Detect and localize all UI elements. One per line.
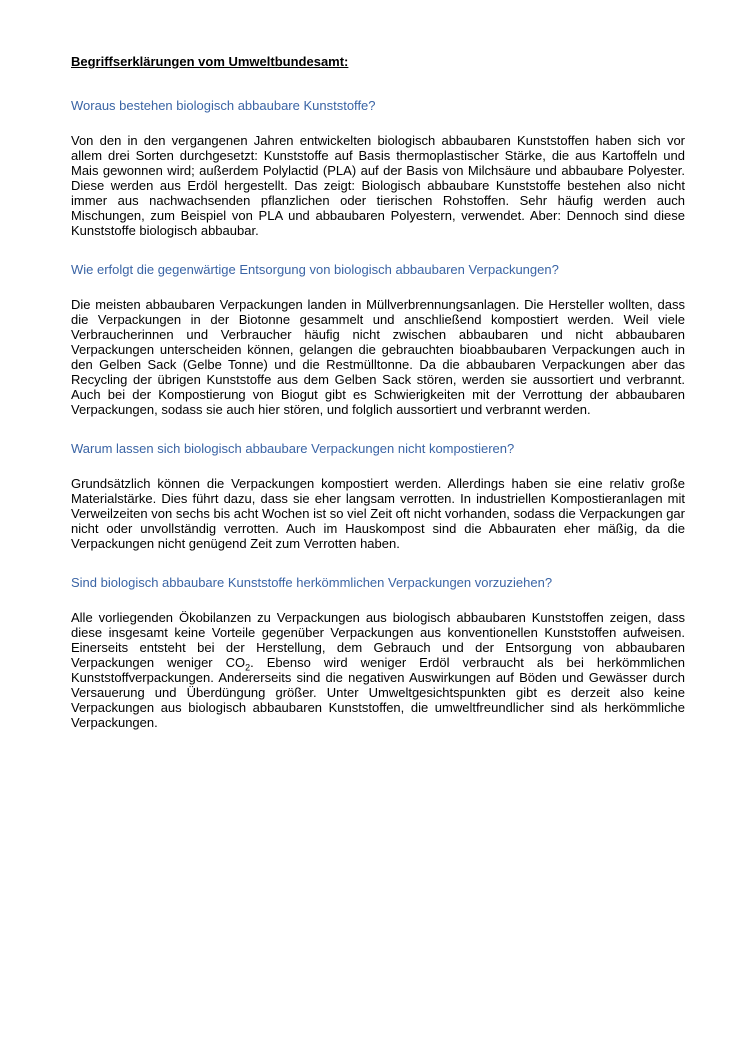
co2-subscript: 2 (245, 662, 251, 673)
section-body: Grundsätzlich können die Verpackungen kompostiert werden. Allerdings haben sie eine relativ große Materialstärke. Dies führt dazu, dass sie eher langsam verrotten. In industriellen Kompostieranlagen mit Verweilzeiten von sechs bis acht Wochen ist so viel Zeit oft nicht vorhanden, sodass die Verpackungen gar nicht oder unvollständig verrotten. Auch im Hauskompost sind die Abbauraten eher mäßig, da die Verpackungen nicht genügend Zeit zum Verrotten haben. (71, 476, 685, 551)
section-materials (71, 98, 685, 238)
section-composting (71, 441, 685, 551)
document-title: Begriffserklärungen vom Umweltbundesamt: (71, 54, 349, 69)
section-body-part: . Ebenso wird weniger Erdöl verbraucht als bei herkömmlichen Kunststoffverpackungen. Andererseits sind die negativen Auswirkungen auf Böden und Gewässer durch Versauerung und Überdüngung größer. Unter Umweltgesichtspunkten gibt es derzeit also keine Verpackungen aus biologisch abbaubaren Kunststoffen, die umweltfreundlicher sind als herkömmliche Verpackungen. (71, 655, 685, 730)
section-body: Die meisten abbaubaren Verpackungen landen in Müllverbrennungsanlagen. Die Hersteller wollten, dass die Verpackungen in der Biotonne gesammelt und anschließend kompostiert werden. Weil viele Verbraucherinnen und Verbraucher häufig nicht zwischen abbaubaren und nicht abbaubaren Verpackungen unterscheiden können, gelangen die gebrauchten bioabbaubaren Verpackungen auch in den Gelben Sack (Gelbe Tonne) und die Restmülltonne. Da die abbaubaren Verpackungen aber das Recycling der übrigen Kunststoffe aus dem Gelben Sack stören, werden sie aussortiert und verbrannt. Auch bei der Kompostierung von Biogut gibt es Schwierigkeiten mit der Verrottung der abbaubaren Verpackungen, sodass sie auch hier stören, und folglich aussortiert und verbrannt werden. (71, 297, 685, 417)
section-heading: Sind biologisch abbaubare Kunststoffe herkömmlichen Verpackungen vorzuziehen? (71, 575, 553, 590)
section-heading: Woraus bestehen biologisch abbaubare Kunststoffe? (71, 98, 376, 113)
section-disposal (71, 262, 685, 417)
section-body: Von den in den vergangenen Jahren entwickelten biologisch abbaubaren Kunststoffen haben sich vor allem drei Sorten durchgesetzt: Kunststoffe auf Basis thermoplastischer Stärke, die aus Kartoffeln und Mais gewonnen wird; außerdem Polylactid (PLA) auf der Basis von Milchsäure und abbaubare Polyester. Diese werden aus Erdöl hergestellt. Das zeigt: Biologisch abbaubare Kunststoffe bestehen also nicht immer aus nachwachsenden pflanzlichen oder tierischen Rohstoffen. Sehr häufig werden auch Mischungen, zum Beispiel von PLA und abbaubaren Polyestern, verwendet. Aber: Dennoch sind diese Kunststoffe biologisch abbaubar. (71, 133, 685, 238)
document-page (71, 54, 685, 754)
section-body-part: Alle vorliegenden Ökobilanzen zu Verpackungen aus biologisch abbaubaren Kunststoffen zeigen, dass diese insgesamt keine Vorteile gegenüber Verpackungen aus konventionellen Kunststoffen aufweisen. Einerseits entsteht bei der Herstellung, dem Gebrauch und der Entsorgung von abbaubaren Verpackungen weniger CO (71, 610, 685, 670)
section-heading: Wie erfolgt die gegenwärtige Entsorgung von biologisch abbaubaren Verpackungen? (71, 262, 559, 277)
section-comparison (71, 575, 685, 730)
section-body (71, 610, 685, 730)
section-heading: Warum lassen sich biologisch abbaubare Verpackungen nicht kompostieren? (71, 441, 515, 456)
